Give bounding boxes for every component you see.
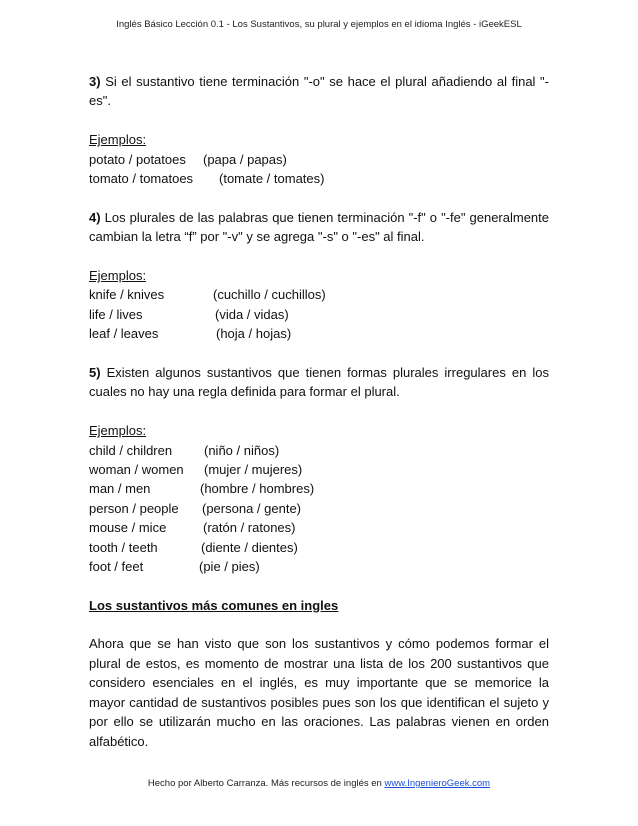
example-spanish: (tomate / tomates)	[219, 171, 325, 186]
example-spanish: (cuchillo / cuchillos)	[213, 287, 326, 303]
rule-4-examples-label: Ejemplos:	[89, 267, 147, 283]
rule-4-text: Los plurales de las palabras que tienen terminación "-f" o "-fe" generalmente cambian la letra “f” por "-v" y se agrega "-s" o "-es" al final.	[89, 209, 550, 245]
example-english: leaf / leaves	[89, 326, 159, 342]
example-english: woman / women	[89, 461, 184, 477]
section-heading: Los sustantivos más comunes en ingles	[89, 597, 339, 613]
example-spanish: (niño / niños)	[204, 442, 280, 458]
example-row	[89, 169, 549, 188]
rule-5-examples-label: Ejemplos:	[89, 423, 147, 439]
rule-3-number: 3)	[89, 74, 101, 89]
example-row	[89, 557, 549, 576]
example-english: mouse / mice	[89, 520, 167, 536]
example-spanish: (hoja / hojas)	[216, 326, 292, 342]
example-row	[89, 324, 549, 343]
example-english: life / lives	[89, 306, 143, 322]
example-english: knife / knives	[89, 287, 165, 303]
page-header: Inglés Básico Lección 0.1 - Los Sustantivos, su plural y ejemplos en el idioma Inglés - iGeekESL	[116, 19, 522, 30]
example-row	[89, 305, 549, 324]
rule-3-text: Si el sustantivo tiene terminación "-o" se hace el plural añadiendo al final "-es".	[89, 74, 549, 109]
footer-link[interactable]: www.IngenieroGeek.com	[384, 778, 491, 789]
rule-5-number: 5)	[89, 364, 101, 380]
example-english: tomato / tomatoes	[89, 171, 194, 186]
example-spanish: (papa / papas)	[203, 151, 287, 167]
example-row	[89, 150, 549, 169]
example-spanish: (ratón / ratones)	[203, 520, 296, 536]
example-row	[89, 538, 549, 557]
example-spanish: (persona / gente)	[202, 500, 302, 516]
rule-4-paragraph	[89, 208, 549, 247]
example-row	[89, 479, 549, 498]
example-spanish: (mujer / mujeres)	[204, 461, 303, 477]
page-content	[89, 72, 549, 751]
example-spanish: (vida / vidas)	[215, 306, 289, 322]
example-spanish: (diente / dientes)	[201, 539, 298, 555]
page-footer	[0, 778, 638, 789]
closing-paragraph: Ahora que se han visto que son los sustantivos y cómo podemos formar el plural de estos, es momento de mostrar una lista de los 200 sustantivos que considero esenciales en el inglés, es muy importante que se memorice la mayor cantidad de sustantivos posibles pues son los que identifican el sujeto y por ello se utilizarán mucho en las oraciones. Las palabras vienen en orden alfabético.	[89, 636, 549, 749]
example-row	[89, 499, 549, 518]
example-row	[89, 460, 549, 479]
example-row	[89, 441, 549, 460]
example-english: person / people	[89, 500, 179, 516]
example-english: tooth / teeth	[89, 539, 158, 555]
example-spanish: (hombre / hombres)	[200, 481, 315, 497]
example-english: man / men	[89, 481, 151, 497]
footer-text: Hecho por Alberto Carranza. Más recursos de inglés en	[147, 778, 385, 789]
rule-3-paragraph	[89, 72, 549, 111]
example-spanish: (pie / pies)	[199, 558, 260, 574]
rule-3-examples-label: Ejemplos:	[89, 132, 147, 148]
rule-5-paragraph	[89, 363, 549, 402]
example-row	[89, 285, 549, 304]
rule-5-text: Existen algunos sustantivos que tienen formas plurales irregulares en los cuales no hay una regla definida para formar el plural.	[89, 364, 549, 400]
rule-4-number: 4)	[89, 209, 101, 225]
example-english: child / children	[89, 442, 173, 458]
example-english: foot / feet	[89, 558, 144, 574]
example-row	[89, 518, 549, 537]
example-english: potato / potatoes	[89, 151, 186, 167]
